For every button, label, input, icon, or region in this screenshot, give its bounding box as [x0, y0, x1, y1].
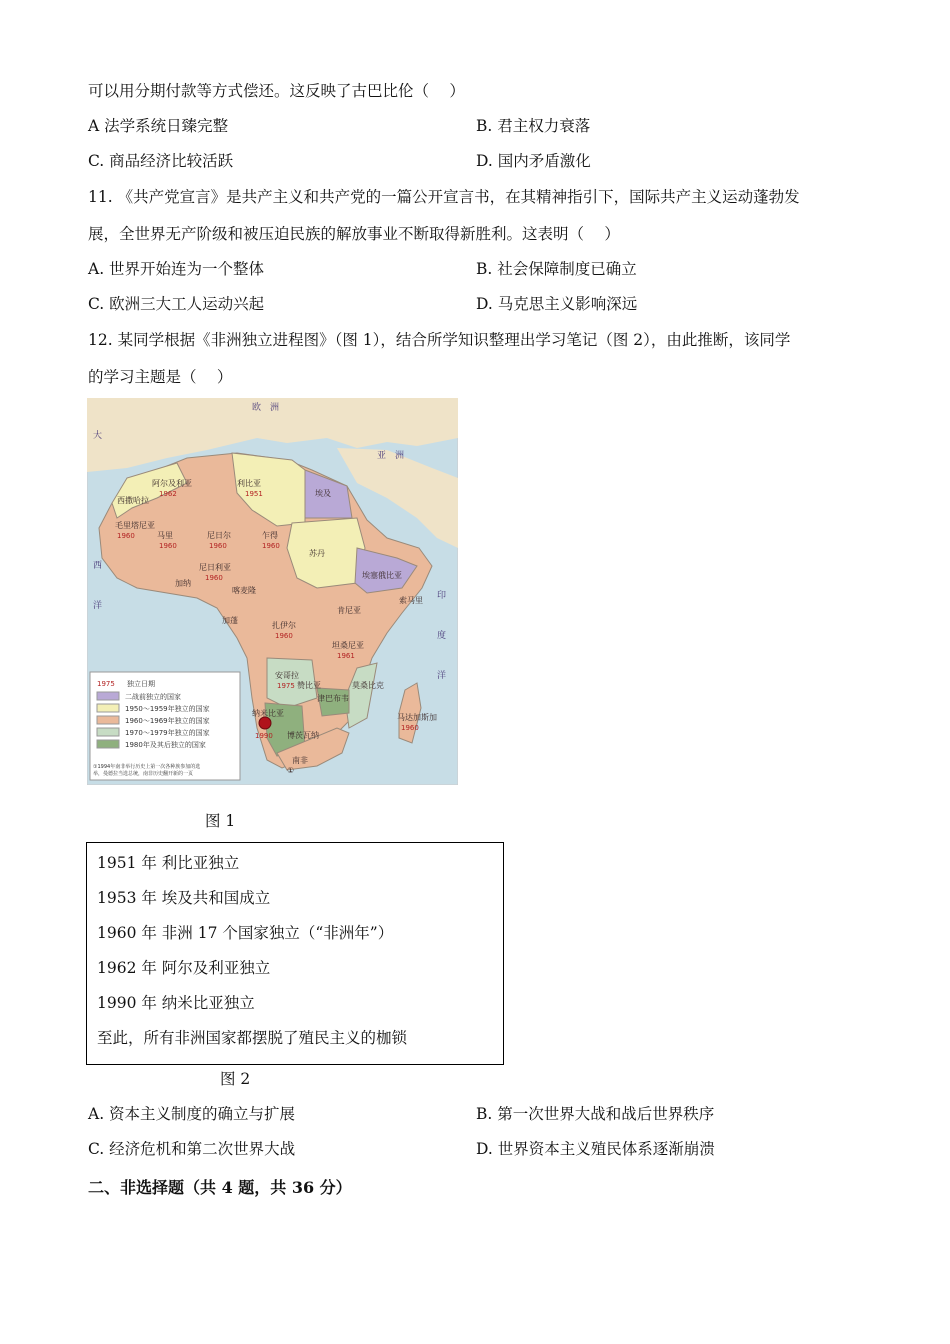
map-label-zambia: 赞比亚	[297, 681, 321, 690]
q11-stem-line1: 11. 《共产党宣言》是共产主义和共产党的一篇公开宣言书，在其精神指引下，国际共产主义运动蓬勃发	[88, 188, 800, 206]
legend-swatch	[97, 716, 119, 724]
note-line-4: 1962 年 阿尔及利亚独立	[97, 959, 271, 977]
q12-stem-line2: 的学习主题是（ ）	[88, 368, 233, 386]
map-year-mali: 1960	[159, 542, 177, 550]
map-label-indian-1: 印	[437, 591, 447, 601]
study-notes-box	[86, 842, 504, 1065]
map-year-namibia: 1990	[255, 732, 273, 740]
namibia-marker	[259, 717, 271, 729]
map-year-nigeria: 1960	[205, 574, 223, 582]
map-label-mauritania: 毛里塔尼亚	[115, 521, 155, 530]
map-year-zaire: 1960	[275, 632, 293, 640]
q10-option-c: C. 商品经济比较活跃	[88, 152, 234, 170]
map-year-algeria: 1962	[159, 490, 177, 498]
map-label-madagascar: 马达加斯加	[397, 713, 437, 722]
map-sudan	[287, 518, 365, 588]
map-label-kenya: 肯尼亚	[337, 606, 361, 615]
q11-option-b: B. 社会保障制度已确立	[476, 260, 637, 278]
map-label-atlantic-1: 大	[93, 431, 103, 441]
map-label-western-sahara: 西撒哈拉	[117, 496, 149, 505]
map-label-tanzania: 坦桑尼亚	[332, 641, 364, 650]
map-label-nigeria: 尼日利亚	[199, 563, 231, 572]
legend-title: 独立日期	[127, 680, 155, 688]
map-label-mozambique: 莫桑比克	[352, 681, 384, 690]
map-label-somalia: 索马里	[399, 596, 423, 605]
legend-item-label: 1970～1979年独立的国家	[125, 729, 210, 737]
map-label-gabon: 加蓬	[222, 616, 238, 625]
map-label-zaire: 扎伊尔	[272, 621, 296, 630]
legend-swatch	[97, 704, 119, 712]
map-label-mali: 马里	[157, 531, 173, 540]
note-line-3: 1960 年 非洲 17 个国家独立（“非洲年”）	[97, 924, 394, 942]
legend-note-line1: ①1994年南非举行历史上第一次各种族参加的选	[93, 764, 201, 770]
map-label-europe: 欧 洲	[252, 403, 280, 413]
q10-option-d: D. 国内矛盾激化	[476, 152, 591, 170]
map-year-chad: 1960	[262, 542, 280, 550]
legend-item-label: 1950～1959年独立的国家	[125, 705, 210, 713]
legend-sample-year: 1975	[97, 680, 115, 688]
map-year-angola: 1975	[277, 682, 295, 690]
note-line-1: 1951 年 利比亚独立	[97, 854, 240, 872]
q12-option-b: B. 第一次世界大战和战后世界秩序	[476, 1105, 715, 1123]
q12-option-d: D. 世界资本主义殖民体系逐渐崩溃	[476, 1140, 715, 1158]
map-label-sudan: 苏丹	[309, 549, 325, 558]
q10-stem-tail: 可以用分期付款等方式偿还。这反映了古巴比伦（ ）	[88, 82, 465, 100]
map-label-libya: 利比亚	[237, 479, 261, 488]
map-label-algeria: 阿尔及利亚	[152, 479, 192, 488]
map-label-niger: 尼日尔	[207, 531, 231, 540]
map-label-asia: 亚 洲	[377, 451, 405, 461]
map-year-mauritania: 1960	[117, 532, 135, 540]
q12-option-a: A. 资本主义制度的确立与扩展	[88, 1105, 296, 1123]
map-south-africa-marker: ①	[287, 766, 295, 775]
note-line-6: 至此，所有非洲国家都摆脱了殖民主义的枷锁	[97, 1029, 408, 1047]
q12-option-c: C. 经济危机和第二次世界大战	[88, 1140, 296, 1158]
map-year-madagascar: 1960	[401, 724, 419, 732]
q11-stem-line2: 展，全世界无产阶级和被压迫民族的解放事业不断取得新胜利。这表明（ ）	[88, 225, 620, 243]
q12-stem-line1: 12. 某同学根据《非洲独立进程图》（图 1），结合所学知识整理出学习笔记（图 2），由此推断，该同学	[88, 331, 791, 349]
legend-swatch	[97, 692, 119, 700]
figure1-caption: 图 1	[205, 812, 236, 830]
map-label-south-africa: 南非	[292, 756, 308, 765]
map-label-namibia: 纳米比亚	[252, 709, 284, 718]
map-year-tanzania: 1961	[337, 652, 355, 660]
q11-option-a: A. 世界开始连为一个整体	[88, 260, 265, 278]
note-line-5: 1990 年 纳米比亚独立	[97, 994, 255, 1012]
map-label-egypt: 埃及	[315, 489, 331, 498]
q11-option-d: D. 马克思主义影响深远	[476, 295, 638, 313]
map-label-indian-3: 洋	[437, 671, 447, 681]
q11-option-c: C. 欧洲三大工人运动兴起	[88, 295, 265, 313]
q10-option-a: A 法学系统日臻完整	[88, 117, 229, 135]
map-label-ghana: 加纳	[175, 579, 191, 588]
section-heading: 二、非选择题（共 4 题，共 36 分）	[88, 1178, 352, 1197]
legend-swatch	[97, 728, 119, 736]
map-year-libya: 1951	[245, 490, 263, 498]
map-label-zimbabwe: 津巴布韦	[317, 694, 349, 703]
map-label-cameroon: 喀麦隆	[232, 586, 256, 595]
legend-swatch	[97, 740, 119, 748]
legend-item-label: 1980年及其后独立的国家	[125, 741, 206, 749]
legend-item-label: 二战前独立的国家	[125, 693, 181, 701]
map-label-angola: 安哥拉	[275, 671, 299, 680]
q10-option-b: B. 君主权力衰落	[476, 117, 591, 135]
map-label-botswana: 博茨瓦纳	[287, 731, 319, 740]
legend-note-line2: 举，曼德拉当选总统，南非历史翻开新的一页	[93, 771, 194, 777]
note-line-2: 1953 年 埃及共和国成立	[97, 889, 271, 907]
africa-independence-map	[87, 398, 458, 785]
figure2-caption: 图 2	[220, 1070, 251, 1088]
map-label-atlantic-2: 西	[93, 561, 103, 571]
map-label-ethiopia: 埃塞俄比亚	[362, 571, 402, 580]
map-year-niger: 1960	[209, 542, 227, 550]
map-label-indian-2: 度	[437, 631, 447, 641]
map-legend	[90, 672, 240, 780]
legend-item-label: 1960～1969年独立的国家	[125, 717, 210, 725]
map-label-atlantic-3: 洋	[93, 601, 103, 611]
map-label-chad: 乍得	[262, 531, 278, 540]
